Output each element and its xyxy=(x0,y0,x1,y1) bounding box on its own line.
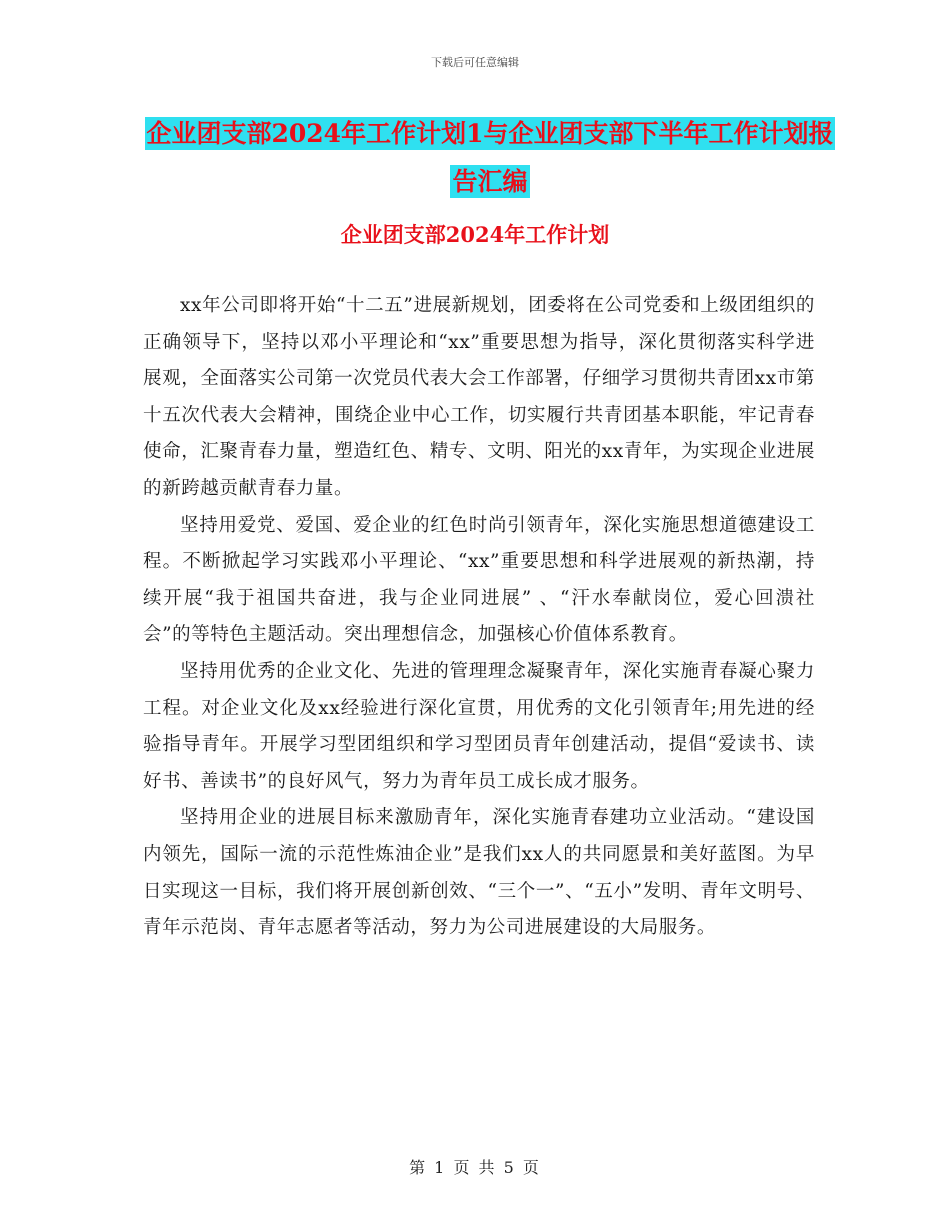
paragraph: 坚持用企业的进展目标来激励青年，深化实施青春建功立业活动。“建设国内领先，国际一流的示范性炼油企业”是我们xx人的共同愿景和美好蓝图。为早日实现这一目标，我们将开展创新创效、“三个一”、“五小”发明、青年文明号、青年示范岗、青年志愿者等活动，努力为公司进展建设的大局服务。 xyxy=(143,807,815,939)
document-body xyxy=(143,288,815,947)
header-note: 下载后可任意编辑 xyxy=(431,56,519,69)
paragraph: 坚持用优秀的企业文化、先进的管理理念凝聚青年，深化实施青春凝心聚力工程。对企业文化及xx经验进行深化宣贯，用优秀的文化引领青年;用先进的经验指导青年。开展学习型团组织和学习型团员青年创建活动，提倡“爱读书、读好书、善读书”的良好风气，努力为青年员工成长成才服务。 xyxy=(143,660,815,792)
paragraph: 坚持用爱党、爱国、爱企业的红色时尚引领青年，深化实施思想道德建设工程。不断掀起学习实践邓小平理论、“xx”重要思想和科学进展观的新热潮，持续开展“我于祖国共奋进，我与企业同进展” 、“汗水奉献岗位，爱心回溃社会”的等特色主题活动。突出理想信念，加强核心价值体系教育。 xyxy=(143,514,815,646)
paragraph: xx年公司即将开始“十二五”进展新规划，团委将在公司党委和上级团组织的正确领导下，坚持以邓小平理论和“xx”重要思想为指导，深化贯彻落实科学进展观，全面落实公司第一次党员代表大会工作部署，仔细学习贯彻共青团xx市第十五次代表大会精神，围绕企业中心工作，切实履行共青团基本职能，牢记青春使命，汇聚青春力量，塑造红色、精专、文明、阳光的xx青年，为实现企业进展的新跨越贡献青春力量。 xyxy=(143,295,815,499)
document-title xyxy=(140,110,840,206)
section-title: 企业团支部2024年工作计划 xyxy=(340,222,610,247)
document-title-text: 企业团支部2024年工作计划1与企业团支部下半年工作计划报告汇编 xyxy=(146,119,834,196)
page-number: 第 1 页 共 5 页 xyxy=(409,1158,541,1177)
